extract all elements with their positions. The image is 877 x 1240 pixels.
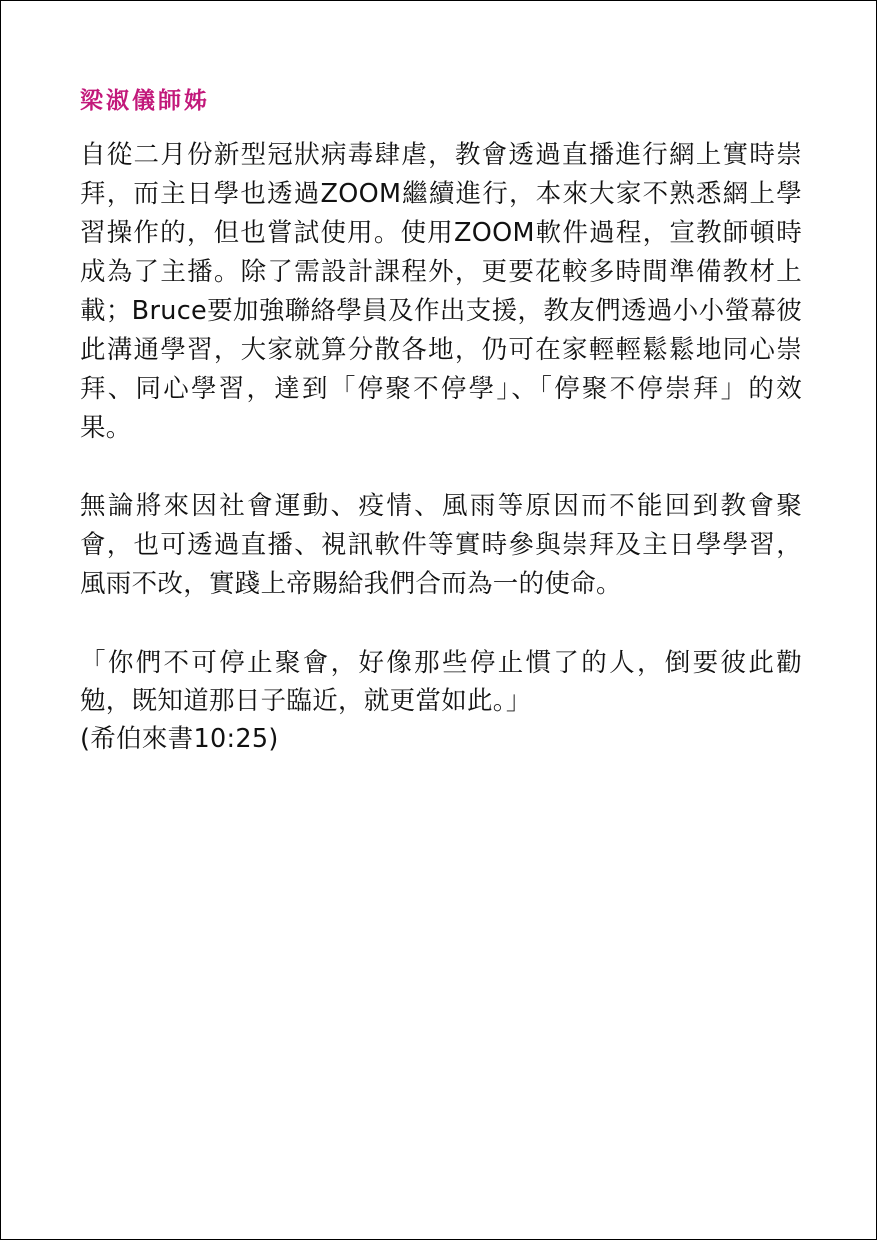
paragraph-future-mission: 無論將來因社會運動、疫情、風雨等原因而不能回到教會聚會，也可透過直播、視訊軟件等實時參與崇拜及主日學學習，風雨不改，實踐上帝賜給我們合而為一的使命。	[80, 491, 802, 599]
author-name: 梁淑儀師姊	[80, 88, 210, 114]
quote-reference: (希伯來書10:25)	[80, 724, 279, 754]
article-body	[80, 136, 802, 758]
scripture-quote	[80, 644, 802, 758]
paragraph-online-worship: 自從二月份新型冠狀病毒肆虐，教會透過直播進行網上實時崇拜，而主日學也透過ZOOM繼續進行，本來大家不熟悉網上學習操作的，但也嘗試使用。使用ZOOM軟件過程，宣教師頓時成為了主播。除了需設計課程外，更要花較多時間準備教材上載；Bruce要加強聯絡學員及作出支援，教友們透過小小螢幕彼此溝通學習，大家就算分散各地，仍可在家輕輕鬆鬆地同心崇拜、同心學習，達到「停聚不停學」、「停聚不停崇拜」的效果。	[80, 140, 802, 443]
quote-text: 「你們不可停止聚會，好像那些停止慣了的人，倒要彼此勸勉，既知道那日子臨近，就更當如此。」	[80, 648, 802, 716]
